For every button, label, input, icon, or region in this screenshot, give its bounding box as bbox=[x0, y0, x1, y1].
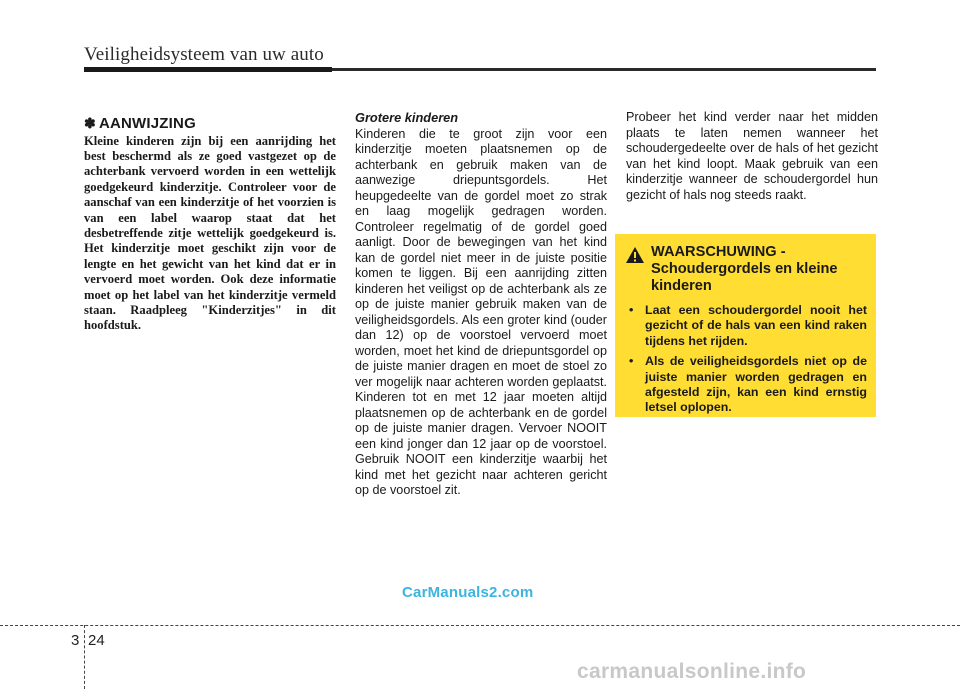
warning-list bbox=[625, 303, 867, 416]
warning-triangle-icon bbox=[625, 246, 645, 264]
page-number: 24 bbox=[88, 632, 105, 649]
warning-header bbox=[625, 244, 867, 295]
watermark-link[interactable]: CarManuals2.com bbox=[402, 584, 534, 601]
note-star-icon: ✽ bbox=[84, 115, 96, 131]
larger-children-column bbox=[355, 110, 607, 499]
note-body: Kleine kinderen zijn bij een aanrijding het best beschermd als ze goed vastgezet op de achterbank vervoerd worden in een wettelijk goedgekeurd kinderzitje. Controleer voor de aanschaf van een kinderzitje of het voorzien is van een label waarop staat dat het desbetreffende zitje wettelijk goedgekeurd is. Het kinderzitje moet geschikt zijn voor de lengte en het gewicht van het kind dat er in vervoerd moet worden. Ook deze informatie moet op het label van het kinderzitje vermeld staan. Raadpleeg "Kinderzitjes" in dit hoofdstuk. bbox=[84, 133, 336, 333]
note-column bbox=[84, 116, 336, 334]
warning-item: • Als de veiligheidsgordels niet op de juiste manier worden gedragen en afgesteld zijn, kan een kind ernstig letsel oplopen. bbox=[625, 354, 867, 416]
section-body: Kinderen die te groot zijn voor een kinderzitje moeten plaatsnemen op de achterbank en gebruik maken van de aanwezige driepuntsgordels. Het heupgedeelte van de gordel moet zo strak en laag mogelijk gedragen worden. Controleer regelmatig of de gordel goed aanligt. Door de bewegingen van het kind kan de gordel niet meer in de juiste positie komen te liggen. Bij een aanrijding zitten kinderen het veiligst op de achterbank als ze op de juiste manier gebruik maken van de veiligheidsgordels. Als een groter kind (ouder dan 12) op de voorstoel vervoerd moet worden, moet het kind de driepuntsgordel op de juiste manier dragen en moet de stoel zo ver mogelijk naar achteren worden geplaatst. Kinderen tot en met 12 jaar moeten altijd plaatsnemen op de achterbank en de gordel op de juiste manier dragen. Vervoer NOOIT een kind jonger dan 12 jaar op de voorstoel. Gebruik NOOIT een kinderzitje waarbij het kind met het gezicht naar achteren gericht op de voorstoel zit. bbox=[355, 126, 607, 497]
site-footer-watermark: carmanualsonline.info bbox=[577, 660, 807, 683]
footer-divider bbox=[84, 625, 85, 689]
note-heading-label: AANWIJZING bbox=[98, 115, 196, 132]
warning-title-line2: Schoudergordels en kleine kinderen bbox=[651, 261, 838, 294]
section-title: Grotere kinderen bbox=[355, 110, 459, 125]
warning-title bbox=[651, 244, 867, 295]
page-chapter: 3 bbox=[71, 632, 80, 649]
warning-item: • Laat een schoudergordel nooit het gezicht of de hals van een kind raken tijdens het rijden. bbox=[625, 303, 867, 349]
warning-title-line1: WAARSCHUWING - bbox=[651, 244, 786, 260]
col3-body: Probeer het kind verder naar het midden plaats te laten nemen wanneer het schoudergedeelte over de hals of het gezicht van het kind loopt. Maak gebruik van een kinderzitje wanneer de schoudergordel hun gezicht of hals nog steeds raakt. bbox=[626, 110, 878, 202]
warning-box bbox=[615, 234, 876, 417]
footer-rule bbox=[0, 625, 960, 626]
header-rule-accent bbox=[84, 67, 332, 72]
third-column bbox=[626, 110, 878, 203]
note-heading bbox=[84, 116, 336, 132]
page-header-title: Veiligheidsysteem van uw auto bbox=[84, 44, 324, 65]
header-rule bbox=[84, 68, 876, 71]
